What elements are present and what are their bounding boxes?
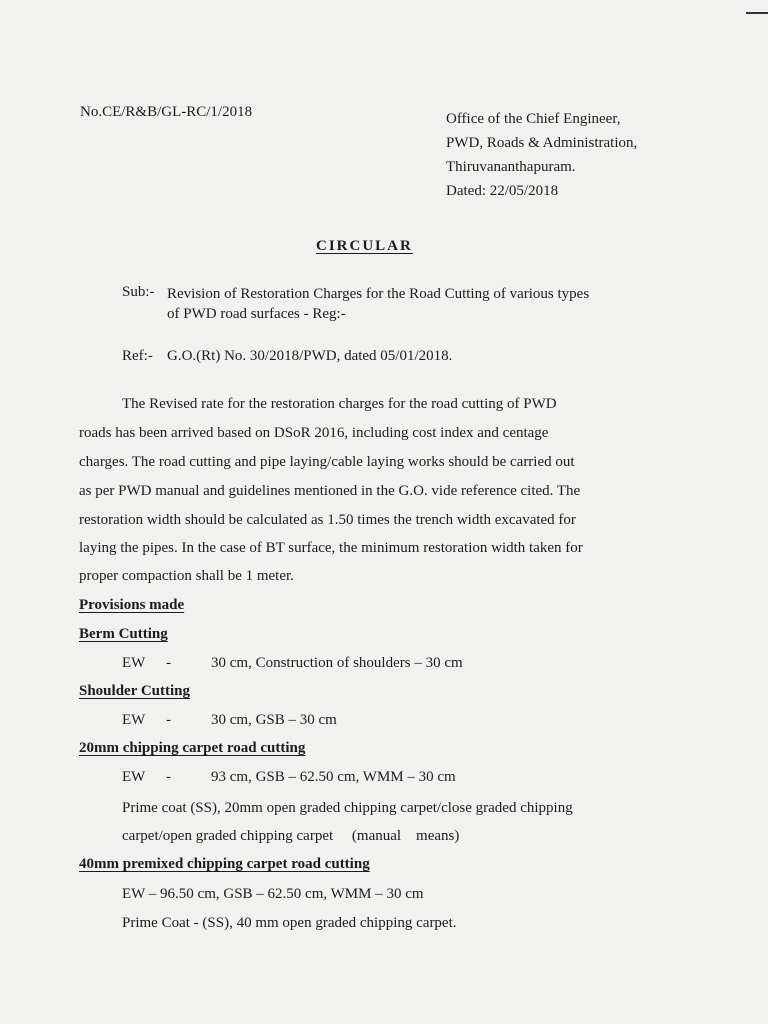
office-line: Office of the Chief Engineer, — [446, 111, 621, 127]
shoulder-ew-label: EW — [122, 712, 146, 728]
ref-label: Ref:- — [122, 348, 153, 364]
office-line: PWD, Roads & Administration, — [446, 135, 638, 151]
chip20-line: Prime coat (SS), 20mm open graded chipping carpet/close graded chipping — [122, 800, 573, 816]
office-line: Thiruvananthapuram. — [446, 159, 576, 175]
chip20-heading: 20mm chipping carpet road cutting — [79, 740, 306, 756]
subject-label: Sub:- — [122, 284, 155, 300]
chip20-values: 93 cm, GSB – 62.50 cm, WMM – 30 cm — [211, 769, 456, 785]
subject-line: of PWD road surfaces - Reg:- — [167, 306, 346, 322]
berm-ew-label: EW — [122, 655, 146, 671]
berm-dash: - — [166, 655, 171, 671]
chip20-dash: - — [166, 769, 171, 785]
paragraph-line: restoration width should be calculated as 1.50 times the trench width excavated for — [79, 512, 576, 528]
circular-title: CIRCULAR — [316, 238, 413, 254]
shoulder-values: 30 cm, GSB – 30 cm — [211, 712, 337, 728]
paragraph-line: The Revised rate for the restoration charges for the road cutting of PWD — [122, 396, 557, 412]
shoulder-cutting-heading: Shoulder Cutting — [79, 683, 191, 699]
berm-cutting-heading: Berm Cutting — [79, 626, 168, 642]
subject-text — [167, 284, 589, 324]
chip20-ew-label: EW — [122, 769, 146, 785]
chip20-line: carpet/open graded chipping carpet (manual means) — [122, 828, 460, 844]
subject-line: Revision of Restoration Charges for the Road Cutting of various types — [167, 286, 590, 302]
provisions-heading: Provisions made — [79, 597, 185, 613]
scan-edge-mark — [746, 12, 768, 14]
date-line: Dated: 22/05/2018 — [446, 183, 559, 199]
office-address-block — [446, 107, 637, 203]
paragraph-line: roads has been arrived based on DSoR 2016, including cost index and centage — [79, 425, 549, 441]
paragraph-line: proper compaction shall be 1 meter. — [79, 568, 294, 584]
chip40-heading: 40mm premixed chipping carpet road cutting — [79, 856, 370, 872]
chip40-line: Prime Coat - (SS), 40 mm open graded chipping carpet. — [122, 915, 457, 931]
ref-text: G.O.(Rt) No. 30/2018/PWD, dated 05/01/2018. — [167, 348, 453, 364]
paragraph-line: charges. The road cutting and pipe laying/cable laying works should be carried out — [79, 454, 575, 470]
reference-number: No.CE/R&B/GL-RC/1/2018 — [80, 104, 253, 120]
berm-values: 30 cm, Construction of shoulders – 30 cm — [211, 655, 463, 671]
paragraph-line: as per PWD manual and guidelines mentioned in the G.O. vide reference cited. The — [79, 483, 581, 499]
chip40-line: EW – 96.50 cm, GSB – 62.50 cm, WMM – 30 cm — [122, 886, 424, 902]
paragraph-line: laying the pipes. In the case of BT surface, the minimum restoration width taken for — [79, 540, 583, 556]
shoulder-dash: - — [166, 712, 171, 728]
